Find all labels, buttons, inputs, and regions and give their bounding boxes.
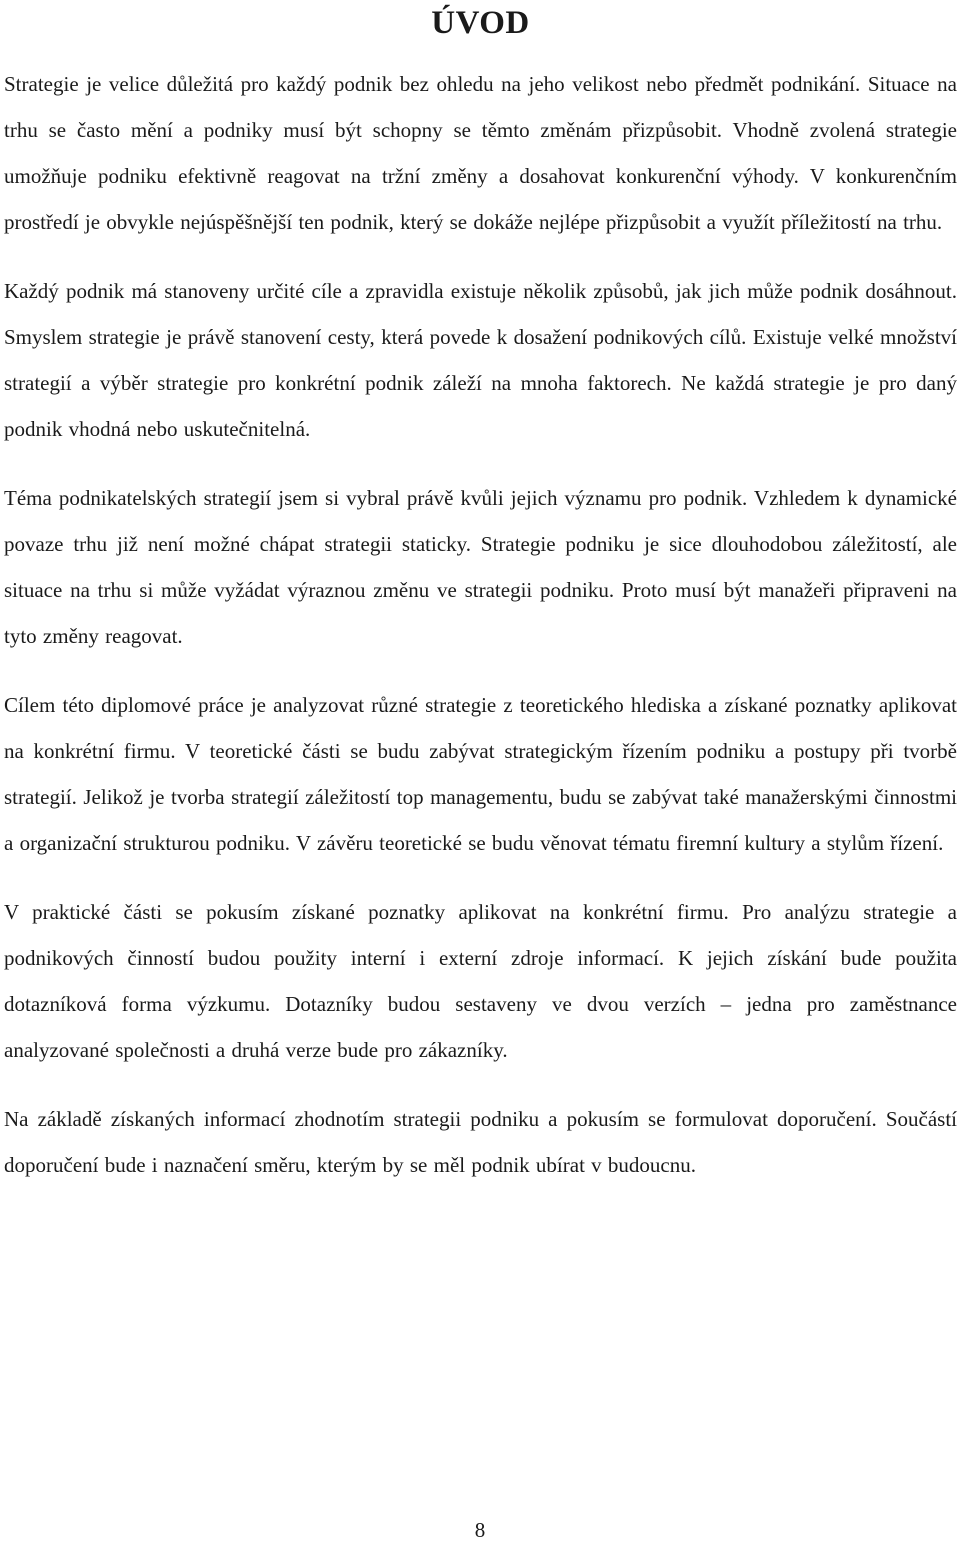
page-title: ÚVOD [431, 5, 530, 41]
paragraph-practical-part: V praktické části se pokusím získané poznatky aplikovat na konkrétní firmu. Pro analýzu strategie a podnikových činností budou použity interní i externí zdroje informací. K jejich získání bude použita dotazníková forma výzkumu. Dotazníky budou sestaveny ve dvou verzích – jedna pro zaměstnance analyzované společnosti a druhá verze bude pro zákazníky. [4, 900, 957, 1062]
paragraph-goals: Každý podnik má stanoveny určité cíle a zpravidla existuje několik způsobů, jak jich může podnik dosáhnout. Smyslem strategie je právě stanovení cesty, která povede k dosažení podnikových cílů. Existuje velké množství strategií a výběr strategie pro konkrétní podnik záleží na mnoha faktorech. Ne každá strategie je pro daný podnik vhodná nebo uskutečnitelná. [4, 279, 957, 441]
paragraph-intro: Strategie je velice důležitá pro každý podnik bez ohledu na jeho velikost nebo předmět podnikání. Situace na trhu se často mění a podniky musí být schopny se těmto změnám přizpůsobit. Vhodně zvolená strategie umožňuje podniku efektivně reagovat na tržní změny a dosahovat konkurenční výhody. V konkurenčním prostředí je obvykle nejúspěšnější ten podnik, který se dokáže nejlépe přizpůsobit a využít příležitostí na trhu. [4, 72, 957, 234]
paragraph-thesis-aim: Cílem této diplomové práce je analyzovat různé strategie z teoretického hlediska a získané poznatky aplikovat na konkrétní firmu. V teoretické části se budu zabývat strategickým řízením podniku a postupy při tvorbě strategií. Jelikož je tvorba strategií záležitostí top managementu, budu se zabývat také manažerskými činnostmi a organizační strukturou podniku. V závěru teoretické se budu věnovat tématu firemní kultury a stylům řízení. [4, 693, 957, 855]
page-number: 8 [474, 1518, 486, 1542]
paragraph-topic-choice: Téma podnikatelských strategií jsem si vybral právě kvůli jejich významu pro podnik. Vzhledem k dynamické povaze trhu již není možné chápat strategii staticky. Strategie podniku je sice dlouhodobou záležitostí, ale situace na trhu si může vyžádat výraznou změnu ve strategii podniku. Proto musí být manažeři připraveni na tyto změny reagovat. [4, 486, 957, 648]
paragraph-conclusion: Na základě získaných informací zhodnotím strategii podniku a pokusím se formulovat doporučení. Součástí doporučení bude i naznačení směru, kterým by se měl podnik ubírat v budoucnu. [4, 1107, 957, 1177]
